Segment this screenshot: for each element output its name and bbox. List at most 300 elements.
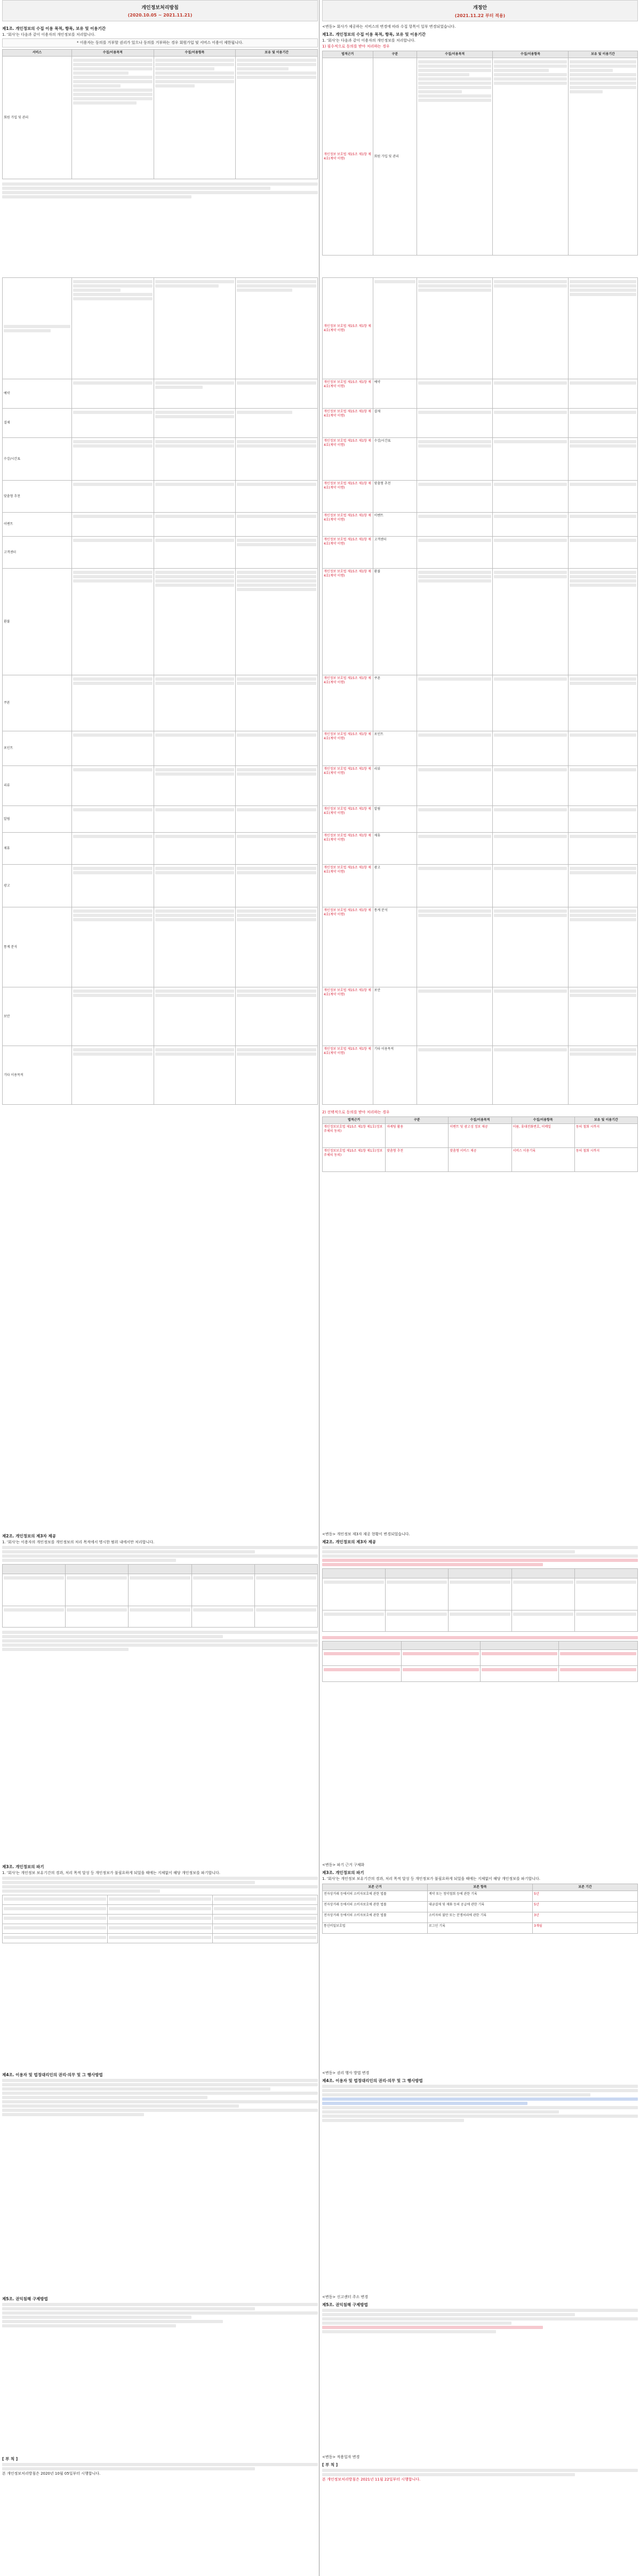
- left-footer-title: [ 부 칙 ]: [2, 2457, 18, 2461]
- text-line-placeholder: [513, 1581, 573, 1584]
- text-line-placeholder: [155, 59, 235, 62]
- right-service-table: [322, 277, 638, 1172]
- text-line-placeholder: [155, 918, 235, 921]
- left-s2-table: [2, 1564, 318, 1628]
- text-line-placeholder: [155, 914, 235, 917]
- right-footer-notice: <변동> 적용일자 변경: [322, 2455, 360, 2459]
- text-line-placeholder: [322, 2326, 543, 2329]
- text-line-placeholder: [4, 1936, 106, 1939]
- text-line-placeholder: [130, 1576, 190, 1580]
- text-line-placeholder: [237, 63, 316, 66]
- text-line-placeholder: [4, 1926, 106, 1929]
- text-line-placeholder: [322, 2313, 575, 2316]
- text-line-placeholder: [570, 73, 636, 76]
- text-line-placeholder: [2, 195, 191, 198]
- text-line-placeholder: [155, 768, 235, 771]
- left-s5-title: 제5조. 권익침해 구제방법: [2, 2296, 48, 2301]
- text-line-placeholder: [155, 84, 195, 87]
- right-destroy-cell: 전자상거래 등에서의 소비자보호에 관한 법률: [323, 1891, 428, 1902]
- right-s2-title: 제2조. 개인정보의 제3자 제공: [322, 1540, 376, 1544]
- text-line-placeholder: [418, 411, 491, 414]
- text-line-placeholder: [570, 571, 636, 574]
- right-th-purpose: 수집/이용목적: [417, 51, 493, 58]
- text-line-placeholder: [2, 2083, 318, 2086]
- text-line-placeholder: [494, 77, 567, 81]
- text-line-placeholder: [2, 2307, 255, 2310]
- right-service-label: 광고: [373, 865, 417, 907]
- text-line-placeholder: [418, 515, 491, 518]
- text-line-placeholder: [324, 1613, 384, 1616]
- text-line-placeholder: [418, 733, 491, 737]
- text-line-placeholder: [73, 539, 153, 542]
- text-line-placeholder: [155, 808, 235, 811]
- right-service-label: 결제: [373, 409, 417, 438]
- text-line-placeholder: [155, 386, 203, 389]
- text-line-placeholder: [73, 284, 153, 288]
- right-notice-top: <변동> 회사가 제공하는 서비스의 변경에 따라 수집 항목이 일부 변경되었습니다.: [322, 25, 456, 29]
- left-service-label: 환불: [3, 569, 72, 675]
- text-line-placeholder: [2, 182, 318, 186]
- right-opt-cell: 동의 철회 시까지: [574, 1124, 637, 1148]
- right-service-basis: 개인정보 보호법 제15조 제1항 제4호(계약 이행): [323, 675, 373, 731]
- right-destroy-cell: 5년: [533, 1902, 638, 1912]
- left-s3-title: 제3조. 개인정보의 파기: [2, 1864, 44, 1869]
- text-line-placeholder: [237, 411, 292, 414]
- left-service-table: [2, 277, 318, 1105]
- right-service-label: 기타 이용목적: [373, 1046, 417, 1105]
- right-destroy-cell: 전자상거래 등에서의 소비자보호에 관한 법률: [323, 1912, 428, 1923]
- left-service-label: 이벤트: [3, 513, 72, 537]
- text-line-placeholder: [155, 571, 235, 574]
- text-line-placeholder: [322, 2119, 464, 2122]
- text-line-placeholder: [73, 682, 153, 685]
- text-line-placeholder: [237, 543, 316, 546]
- text-line-placeholder: [322, 2473, 575, 2476]
- text-line-placeholder: [73, 293, 153, 296]
- text-line-placeholder: [73, 575, 153, 578]
- text-line-placeholder: [237, 59, 316, 62]
- left-section-4: [2, 2070, 318, 2117]
- text-line-placeholder: [73, 67, 153, 70]
- text-line-placeholder: [73, 768, 153, 771]
- right-row-basis: 개인정보 보호법 제15조 제1항 제4호(계약 이행): [323, 58, 373, 256]
- text-line-placeholder: [570, 994, 636, 997]
- text-line-placeholder: [494, 808, 567, 811]
- right-s1-table: [322, 51, 638, 256]
- text-line-placeholder: [109, 1897, 211, 1901]
- text-line-placeholder: [237, 871, 316, 874]
- text-line-placeholder: [418, 82, 491, 85]
- text-line-placeholder: [155, 63, 235, 66]
- text-line-placeholder: [570, 682, 636, 685]
- right-opt-th: 법적근거: [323, 1117, 386, 1124]
- text-line-placeholder: [418, 483, 491, 486]
- text-line-placeholder: [155, 1052, 235, 1056]
- text-line-placeholder: [4, 1608, 64, 1612]
- left-s2-title: 제2조. 개인정보의 제3자 제공: [2, 1534, 56, 1538]
- text-line-placeholder: [418, 440, 491, 443]
- text-line-placeholder: [155, 733, 235, 737]
- text-line-placeholder: [73, 1048, 153, 1051]
- text-line-placeholder: [494, 483, 567, 486]
- previous-policy-dates: (2020.10.05 ~ 2021.11.21): [127, 13, 193, 18]
- text-line-placeholder: [73, 289, 121, 292]
- left-service-label: 고객센터: [3, 537, 72, 569]
- text-line-placeholder: [576, 1613, 636, 1616]
- left-service-label: 맞춤형 추천: [3, 481, 72, 513]
- text-line-placeholder: [418, 1048, 491, 1051]
- text-line-placeholder: [73, 297, 153, 300]
- text-line-placeholder: [494, 73, 567, 76]
- text-line-placeholder: [73, 444, 153, 448]
- text-line-placeholder: [73, 411, 153, 414]
- text-line-placeholder: [237, 440, 316, 443]
- text-line-placeholder: [570, 69, 613, 72]
- text-line-placeholder: [418, 90, 462, 93]
- text-line-placeholder: [130, 1608, 190, 1612]
- text-line-placeholder: [418, 381, 491, 385]
- text-line-placeholder: [67, 1576, 127, 1580]
- right-destroy-cell: 5년: [533, 1891, 638, 1902]
- right-service-label: 통계 분석: [373, 907, 417, 987]
- text-line-placeholder: [237, 1048, 316, 1051]
- text-line-placeholder: [237, 67, 289, 70]
- text-line-placeholder: [73, 918, 153, 921]
- left-th-period: 보유 및 이용기간: [236, 50, 318, 57]
- left-service-label: 제휴: [3, 833, 72, 865]
- text-line-placeholder: [494, 82, 567, 85]
- text-line-placeholder: [322, 2309, 638, 2312]
- text-line-placeholder: [73, 71, 129, 75]
- text-line-placeholder: [494, 65, 567, 68]
- left-service-label: 쿠폰: [3, 675, 72, 731]
- left-s2-intro: 1. '회사'는 이용자의 개인정보를 개인정보의 처리 목적에서 명시한 범위 내에서만 처리합니다.: [2, 1540, 155, 1544]
- text-line-placeholder: [570, 90, 603, 93]
- right-s3-notice: <변동> 파기 근거 구체화: [322, 1863, 365, 1867]
- text-line-placeholder: [73, 93, 153, 96]
- text-line-placeholder: [494, 60, 567, 63]
- text-line-placeholder: [494, 1048, 567, 1051]
- text-line-placeholder: [155, 910, 235, 913]
- right-service-label: 알림: [373, 806, 417, 833]
- text-line-placeholder: [155, 284, 219, 288]
- text-line-placeholder: [2, 1881, 255, 1884]
- text-line-placeholder: [322, 2110, 559, 2114]
- text-line-placeholder: [418, 579, 491, 583]
- text-line-placeholder: [2, 2079, 318, 2082]
- text-line-placeholder: [155, 575, 235, 578]
- right-opt-cell: 맞춤형 서비스 제공: [449, 1148, 511, 1172]
- right-destroy-cell: 통신비밀보호법: [323, 1923, 428, 1934]
- right-service-label: 보안: [373, 987, 417, 1046]
- right-opt-th: 보유 및 이용기간: [574, 1117, 637, 1124]
- text-line-placeholder: [2, 1644, 318, 1647]
- text-line-placeholder: [237, 76, 316, 79]
- text-line-placeholder: [418, 867, 491, 870]
- left-row-items: [154, 57, 236, 179]
- left-s1-notes: [2, 182, 318, 198]
- text-line-placeholder: [73, 483, 153, 486]
- text-line-placeholder: [2, 2096, 207, 2099]
- text-line-placeholder: [73, 440, 153, 443]
- text-line-placeholder: [450, 1613, 510, 1616]
- right-opt-cell: 서비스 이용기록: [511, 1148, 574, 1172]
- text-line-placeholder: [418, 677, 491, 681]
- text-line-placeholder: [155, 76, 235, 79]
- text-line-placeholder: [4, 1917, 106, 1920]
- text-line-placeholder: [214, 1926, 316, 1929]
- left-service-label: 알림: [3, 806, 72, 833]
- text-line-placeholder: [560, 1668, 636, 1671]
- text-line-placeholder: [73, 871, 153, 874]
- text-line-placeholder: [570, 835, 636, 838]
- text-line-placeholder: [237, 677, 316, 681]
- right-section-3: [322, 1862, 638, 1934]
- right-service-label: 쿠폰: [373, 675, 417, 731]
- text-line-placeholder: [482, 1668, 558, 1671]
- revised-policy-dates: (2021.11.22 부터 적용): [454, 13, 506, 18]
- text-line-placeholder: [322, 1559, 638, 1562]
- text-line-placeholder: [155, 682, 235, 685]
- text-line-placeholder: [494, 914, 567, 917]
- text-line-placeholder: [570, 280, 636, 283]
- text-line-placeholder: [2, 2324, 176, 2327]
- right-opt-th: 수집/이용항목: [511, 1117, 574, 1124]
- left-service-label: 기타 이용목적: [3, 1046, 72, 1105]
- text-line-placeholder: [237, 571, 316, 574]
- text-line-placeholder: [155, 411, 235, 414]
- text-line-placeholder: [418, 990, 491, 993]
- text-line-placeholder: [237, 289, 292, 292]
- right-opt-cell: 개인정보보호법 제15조 제1항 제1호(정보주체의 동의): [323, 1124, 386, 1148]
- text-line-placeholder: [155, 280, 235, 283]
- text-line-placeholder: [73, 733, 153, 737]
- text-line-placeholder: [570, 914, 636, 917]
- text-line-placeholder: [418, 65, 491, 68]
- text-line-placeholder: [2, 2303, 318, 2306]
- right-destroy-cell: 로그인 기록: [428, 1923, 533, 1934]
- right-service-basis: 개인정보 보호법 제15조 제1항 제4호(계약 이행): [323, 379, 373, 409]
- text-line-placeholder: [237, 579, 316, 583]
- text-line-placeholder: [322, 1563, 543, 1566]
- text-line-placeholder: [324, 1652, 400, 1655]
- text-line-placeholder: [418, 575, 491, 578]
- text-line-placeholder: [155, 990, 235, 993]
- text-line-placeholder: [322, 2322, 511, 2325]
- text-line-placeholder: [513, 1613, 573, 1616]
- text-line-placeholder: [570, 579, 636, 583]
- text-line-placeholder: [322, 2469, 638, 2472]
- right-s1-required: 1) 필수적으로 동의를 받아 처리하는 경우: [322, 44, 390, 49]
- text-line-placeholder: [155, 80, 235, 83]
- text-line-placeholder: [322, 2317, 638, 2320]
- text-line-placeholder: [237, 483, 316, 486]
- text-line-placeholder: [324, 1668, 400, 1671]
- text-line-placeholder: [2, 2104, 239, 2108]
- left-row-label: 회원 가입 및 관리: [3, 57, 72, 179]
- right-opt-cell: 마케팅 활용: [386, 1124, 449, 1148]
- right-optional-table: [322, 1116, 638, 1172]
- right-opt-th: 구분: [386, 1117, 449, 1124]
- left-service-label: 광고: [3, 865, 72, 907]
- text-line-placeholder: [418, 280, 491, 283]
- right-th-basis: 법적근거: [323, 51, 373, 58]
- text-line-placeholder: [324, 1581, 384, 1584]
- left-s3-table: [2, 1895, 318, 1943]
- text-line-placeholder: [2, 1885, 318, 1888]
- text-line-placeholder: [4, 1907, 106, 1910]
- text-line-placeholder: [4, 325, 70, 328]
- text-line-placeholder: [2, 2113, 144, 2116]
- text-line-placeholder: [155, 515, 235, 518]
- text-line-placeholder: [155, 444, 235, 448]
- right-service-basis: 개인정보 보호법 제15조 제1항 제4호(계약 이행): [323, 766, 373, 806]
- text-line-placeholder: [570, 539, 636, 542]
- text-line-placeholder: [155, 835, 235, 838]
- text-line-placeholder: [418, 284, 491, 288]
- left-service-label: 예약: [3, 379, 72, 409]
- revised-policy-column: [322, 0, 638, 2576]
- text-line-placeholder: [155, 483, 235, 486]
- right-destroy-cell: 3개월: [533, 1923, 638, 1934]
- text-line-placeholder: [73, 835, 153, 838]
- text-line-placeholder: [418, 571, 491, 574]
- left-service-label: 수강/시간표: [3, 438, 72, 481]
- text-line-placeholder: [570, 584, 636, 587]
- right-services: [322, 277, 638, 1105]
- right-destroy-cell: 계약 또는 청약철회 등에 관한 기록: [428, 1891, 533, 1902]
- text-line-placeholder: [237, 588, 316, 591]
- right-service-basis: 개인정보 보호법 제15조 제1항 제4호(계약 이행): [323, 409, 373, 438]
- text-line-placeholder: [418, 444, 491, 448]
- text-line-placeholder: [450, 1581, 510, 1584]
- text-line-placeholder: [570, 575, 636, 578]
- text-line-placeholder: [494, 990, 567, 993]
- text-line-placeholder: [570, 65, 636, 68]
- text-line-placeholder: [237, 914, 316, 917]
- text-line-placeholder: [570, 284, 636, 288]
- right-service-basis: 개인정보 보호법 제15조 제1항 제4호(계약 이행): [323, 907, 373, 987]
- text-line-placeholder: [418, 99, 491, 102]
- text-line-placeholder: [73, 280, 153, 283]
- text-line-placeholder: [155, 677, 235, 681]
- text-line-placeholder: [322, 2085, 638, 2088]
- text-line-placeholder: [237, 772, 316, 776]
- text-line-placeholder: [2, 1889, 160, 1893]
- text-line-placeholder: [155, 584, 235, 587]
- text-line-placeholder: [494, 575, 567, 578]
- left-services: [2, 277, 318, 1105]
- left-service-label: 통계 분석: [3, 907, 72, 987]
- revised-policy-header: [322, 0, 638, 21]
- right-s1-title: 제1조. 개인정보의 수집 이용 목적, 항목, 보유 및 이용기간: [322, 32, 426, 37]
- text-line-placeholder: [403, 1668, 479, 1671]
- text-line-placeholder: [322, 1554, 638, 1558]
- right-service-label: 예약: [373, 379, 417, 409]
- text-line-placeholder: [494, 835, 567, 838]
- text-line-placeholder: [494, 733, 567, 737]
- right-s1-intro: 1. '회사'는 다음과 같이 이용자의 개인정보를 처리합니다.: [322, 38, 415, 43]
- text-line-placeholder: [570, 867, 636, 870]
- right-s2-table: [322, 1568, 638, 1632]
- text-line-placeholder: [576, 1581, 636, 1584]
- text-line-placeholder: [374, 280, 416, 283]
- text-line-placeholder: [2, 1631, 318, 1634]
- text-line-placeholder: [73, 677, 153, 681]
- text-line-placeholder: [155, 539, 235, 542]
- text-line-placeholder: [73, 1052, 153, 1056]
- text-line-placeholder: [73, 89, 153, 92]
- right-service-basis: 개인정보 보호법 제15조 제1항 제4호(계약 이행): [323, 806, 373, 833]
- text-line-placeholder: [418, 86, 491, 89]
- text-line-placeholder: [570, 86, 636, 89]
- text-line-placeholder: [322, 2089, 638, 2092]
- right-destroy-cell: 대금결제 및 재화 등의 공급에 관한 기록: [428, 1902, 533, 1912]
- text-line-placeholder: [322, 2106, 638, 2109]
- text-line-placeholder: [237, 575, 316, 578]
- right-section-1: [322, 23, 638, 256]
- right-service-basis: 개인정보 보호법 제15조 제1항 제4호(계약 이행): [323, 865, 373, 907]
- text-line-placeholder: [237, 768, 316, 771]
- text-line-placeholder: [2, 2320, 223, 2323]
- text-line-placeholder: [2, 1550, 255, 1553]
- text-line-placeholder: [2, 1639, 318, 1642]
- text-line-placeholder: [109, 1917, 211, 1920]
- right-service-basis: 개인정보 보호법 제15조 제1항 제4호(계약 이행): [323, 987, 373, 1046]
- text-line-placeholder: [4, 329, 51, 332]
- text-line-placeholder: [494, 411, 567, 414]
- left-s1-intro: 1. '회사'는 다음과 같이 이용자의 개인정보를 처리합니다.: [2, 33, 95, 37]
- text-line-placeholder: [2, 1559, 176, 1562]
- text-line-placeholder: [418, 289, 491, 292]
- text-line-placeholder: [570, 82, 636, 85]
- text-line-placeholder: [4, 1576, 64, 1580]
- right-destroy-th: 보존 항목: [428, 1884, 533, 1891]
- left-row-period: [236, 57, 318, 179]
- text-line-placeholder: [73, 59, 153, 62]
- text-line-placeholder: [418, 69, 491, 72]
- right-service-basis: 개인정보 보호법 제15조 제1항 제4호(계약 이행): [323, 438, 373, 481]
- text-line-placeholder: [387, 1613, 447, 1616]
- left-section-1: [2, 23, 318, 200]
- text-line-placeholder: [418, 94, 491, 98]
- right-s3-intro: 1. '회사'는 개인정보 보유기간의 경과, 처리 목적 달성 등 개인정보가 불필요하게 되었을 때에는 지체없이 해당 개인정보를 파기합니다.: [322, 1877, 540, 1881]
- text-line-placeholder: [494, 768, 567, 771]
- text-line-placeholder: [418, 768, 491, 771]
- text-line-placeholder: [494, 284, 567, 288]
- right-s2-table-2: [322, 1641, 638, 1682]
- text-line-placeholder: [155, 994, 235, 997]
- text-line-placeholder: [73, 97, 153, 100]
- text-line-placeholder: [2, 1648, 129, 1651]
- left-footer: [2, 2454, 318, 2477]
- text-line-placeholder: [418, 77, 491, 81]
- right-service-basis: 개인정보 보호법 제15조 제1항 제4호(계약 이행): [323, 481, 373, 513]
- text-line-placeholder: [570, 918, 636, 921]
- text-line-placeholder: [322, 2093, 590, 2096]
- text-line-placeholder: [73, 910, 153, 913]
- text-line-placeholder: [73, 990, 153, 993]
- left-service-label: 포인트: [3, 731, 72, 766]
- text-line-placeholder: [155, 1048, 235, 1051]
- right-service-basis: 개인정보 보호법 제15조 제1항 제4호(계약 이행): [323, 833, 373, 865]
- text-line-placeholder: [418, 914, 491, 917]
- text-line-placeholder: [73, 80, 153, 83]
- text-line-placeholder: [2, 2100, 318, 2103]
- text-line-placeholder: [494, 381, 567, 385]
- text-line-placeholder: [237, 1052, 316, 1056]
- text-line-placeholder: [193, 1608, 253, 1612]
